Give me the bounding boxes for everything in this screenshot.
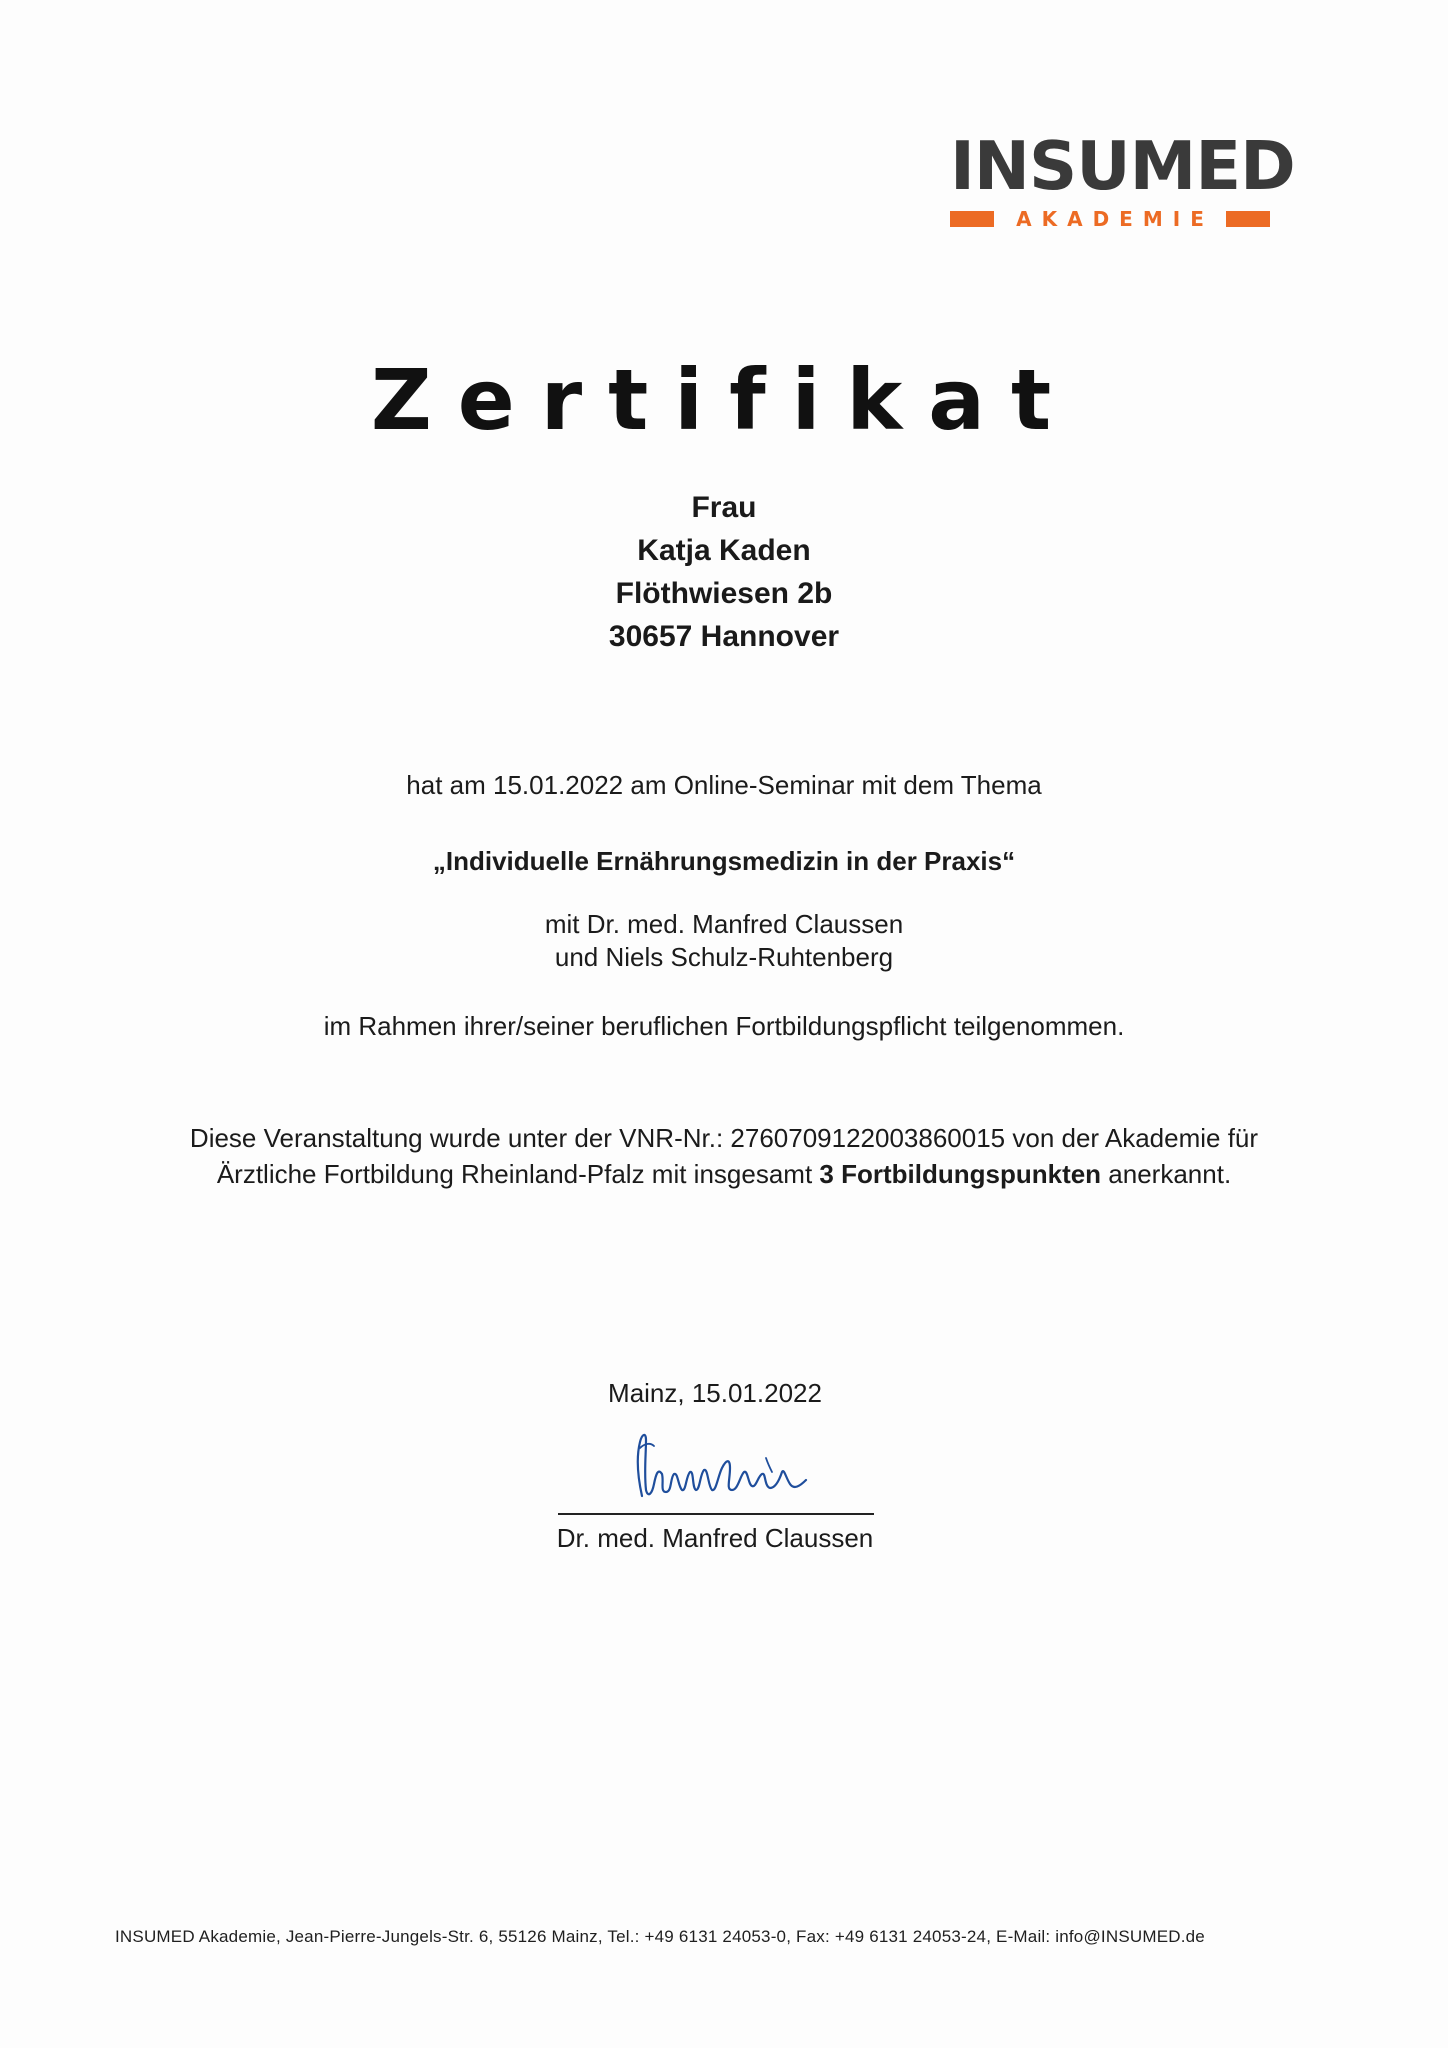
signature-line	[558, 1513, 874, 1515]
handwritten-signature	[630, 1428, 830, 1508]
participation-line: hat am 15.01.2022 am Online-Seminar mit dem Thema	[406, 770, 1042, 800]
recognition-line-1: Diese Veranstaltung wurde unter der VNR-Nr.: 2760709122003860015 von der Akademie für	[189, 1123, 1259, 1153]
recognition-line-2	[0, 1156, 1448, 1192]
logo-subtitle: AKADEMIE	[1016, 207, 1214, 231]
certificate-title: Zertifikat	[370, 351, 1078, 449]
recipient-salutation: Frau	[691, 491, 757, 524]
signer-name: Dr. med. Manfred Claussen	[556, 1523, 874, 1553]
recipient-street: Flöthwiesen 2b	[615, 577, 833, 610]
footer-address: INSUMED Akademie, Jean-Pierre-Jungels-Str. 6, 55126 Mainz, Tel.: +49 6131 24053-0, Fax: +49 6131 24053-24, E-Mail: info@INSUMED.de	[115, 1927, 1205, 1946]
recognition-line-2-end: anerkannt.	[1101, 1159, 1232, 1189]
logo-right-bar	[1226, 211, 1270, 227]
speakers-block	[0, 908, 1448, 974]
logo-left-bar	[950, 211, 994, 227]
speaker-line-2: und Niels Schulz-Ruhtenberg	[554, 942, 894, 972]
recipient-name: Katja Kaden	[637, 534, 811, 567]
credit-points: 3 Fortbildungspunkten	[819, 1159, 1102, 1189]
recipient-city: 30657 Hannover	[608, 620, 840, 653]
place-and-date: Mainz, 15.01.2022	[608, 1378, 822, 1408]
recipient-block	[0, 486, 1448, 658]
recognition-block	[0, 1120, 1448, 1192]
logo-subtitle-row	[950, 206, 1270, 232]
logo-brand: INSUMED	[950, 127, 1295, 205]
context-line: im Rahmen ihrer/seiner beruflichen Fortbildungspflicht teilgenommen.	[323, 1011, 1125, 1041]
seminar-topic: „Individuelle Ernährungsmedizin in der Praxis“	[432, 846, 1016, 876]
speaker-line-1: mit Dr. med. Manfred Claussen	[544, 909, 904, 939]
recognition-line-2-start: Ärztliche Fortbildung Rheinland-Pfalz mit insgesamt	[216, 1159, 820, 1189]
insumed-logo	[950, 127, 1295, 240]
